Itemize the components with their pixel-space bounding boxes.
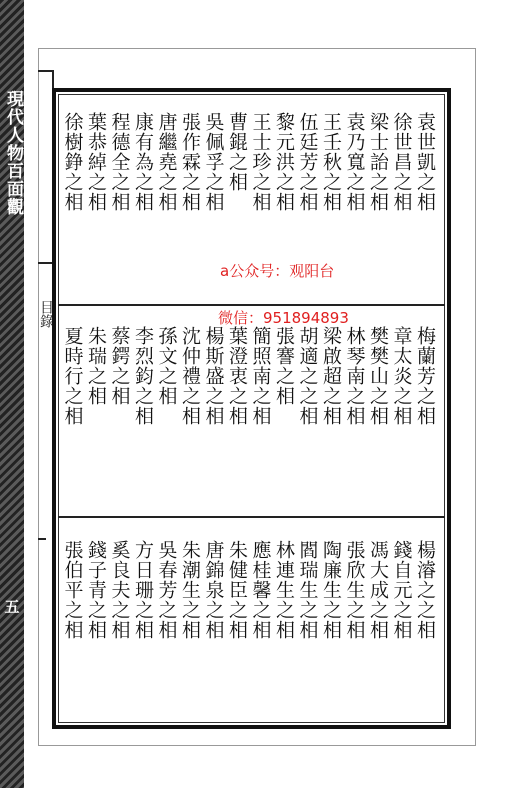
entry-column: 王壬秋之相 — [320, 112, 342, 212]
entry-column: 林琴南之相 — [343, 326, 366, 426]
entry-column: 奚良夫之相 — [108, 540, 131, 640]
entry-column: 章太炎之相 — [390, 326, 413, 426]
entry-column: 馮大成之相 — [367, 540, 389, 640]
entry-column: 徐樹錚之相 — [61, 112, 84, 212]
entry-column: 錢子青之相 — [85, 540, 107, 640]
entry-column: 孫文之相 — [155, 326, 178, 406]
entry-column: 陶廉生之相 — [320, 540, 342, 640]
entry-column: 曹錕之相 — [226, 112, 248, 192]
entry-column: 方日珊之相 — [132, 540, 154, 640]
entry-column: 蔡鍔之相 — [108, 326, 131, 406]
entry-column: 徐世昌之相 — [390, 112, 413, 212]
entry-column: 閻瑞生之相 — [296, 540, 319, 640]
entry-column: 袁世凱之相 — [414, 112, 436, 212]
left-margin-mark — [38, 538, 46, 540]
entry-column: 朱健臣之相 — [226, 540, 248, 640]
entry-column: 夏時行之相 — [61, 326, 84, 426]
entry-column: 伍廷芳之相 — [296, 112, 319, 212]
entry-column: 唐錦泉之相 — [202, 540, 225, 640]
left-margin-label: 目錄 — [38, 300, 54, 328]
entry-column: 應桂馨之相 — [249, 540, 272, 640]
entry-column: 葉恭綽之相 — [85, 112, 107, 212]
entry-column: 楊斯盛之相 — [202, 326, 225, 426]
entry-column: 林連生之相 — [273, 540, 295, 640]
entry-column: 張伯平之相 — [61, 540, 84, 640]
entry-column: 胡適之之相 — [296, 326, 319, 426]
entry-column: 吳佩孚之相 — [202, 112, 225, 212]
entry-column: 簡照南之相 — [249, 326, 272, 426]
entry-column: 樊樊山之相 — [367, 326, 389, 426]
entry-column: 楊濬之之相 — [414, 540, 436, 640]
entry-column: 吳春芳之相 — [155, 540, 178, 640]
page-number: 五 — [4, 598, 20, 616]
entry-column: 梁啟超之相 — [320, 326, 342, 426]
entry-column: 王士珍之相 — [249, 112, 272, 212]
watermark-line-1: a公众号：观阳台 — [220, 262, 335, 280]
entry-column: 葉澄衷之相 — [226, 326, 248, 426]
entry-column: 梁士詒之相 — [367, 112, 389, 212]
entry-column: 李烈鈞之相 — [132, 326, 154, 426]
entry-column: 張作霖之相 — [179, 112, 201, 212]
section-divider-2 — [58, 516, 445, 518]
spine-title: 現代人物百面觀 — [3, 90, 23, 216]
entry-column: 黎元洪之相 — [273, 112, 295, 212]
entry-column: 唐繼堯之相 — [155, 112, 178, 212]
entry-column: 張欣生之相 — [343, 540, 366, 640]
entry-column: 沈仲禮之相 — [179, 326, 201, 426]
entry-column: 程德全之相 — [108, 112, 131, 212]
section-divider-1 — [58, 304, 445, 306]
entry-column: 梅蘭芳之相 — [414, 326, 436, 426]
watermark-line-2: 微信：951894893 — [218, 309, 349, 327]
entry-column: 袁乃寬之相 — [343, 112, 366, 212]
entry-column: 康有為之相 — [132, 112, 154, 212]
entry-column: 張謇之相 — [273, 326, 295, 406]
entry-column: 朱潮生之相 — [179, 540, 201, 640]
entry-column: 錢自元之相 — [390, 540, 413, 640]
entry-column: 朱瑞之相 — [85, 326, 107, 406]
